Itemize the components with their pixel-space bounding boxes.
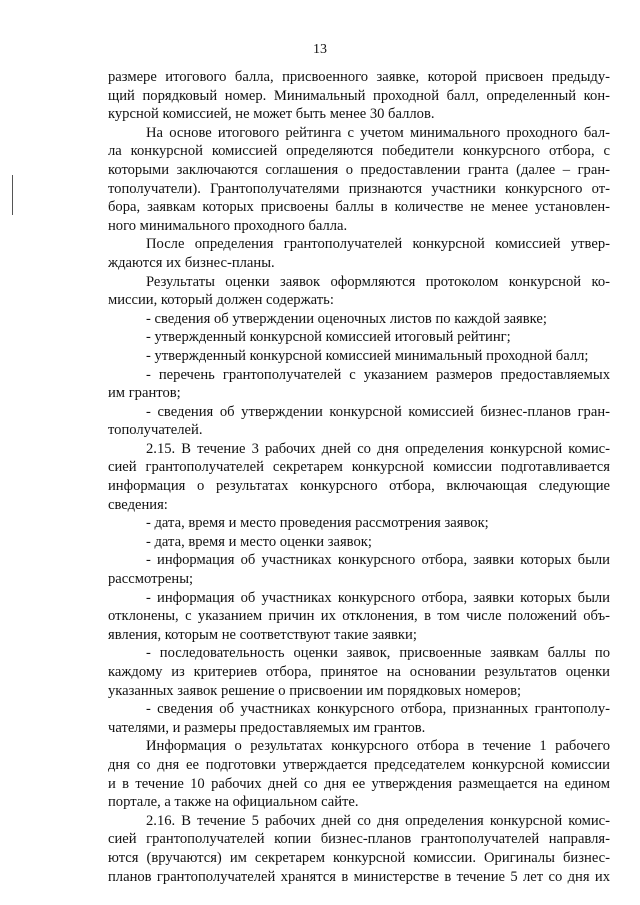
text-line: 2.16. В течение 5 рабочих дней со дня определения конкурсной комис-	[146, 812, 610, 829]
text-line: бора, заявкам которых присвоены баллы в количестве не менее установлен-	[108, 199, 610, 216]
text-line: рассмотрены;	[108, 571, 194, 588]
text-line: - информация об участниках конкурсного отбора, заявки которых были	[146, 552, 610, 569]
text-line: сией грантополучателей секретарем конкурсной комиссии подготавливается	[108, 459, 610, 476]
text-line: 2.15. В течение 3 рабочих дней со дня определения конкурсной комис-	[146, 440, 610, 457]
text-line: которыми заключаются соглашения о предоставлении гранта (далее – гран-	[108, 161, 610, 178]
text-line: - утвержденный конкурсной комиссией итоговый рейтинг;	[146, 329, 511, 346]
text-line: им грантов;	[108, 385, 181, 402]
text-line: размере итогового балла, присвоенного заявке, которой присвоен предыду-	[108, 69, 610, 85]
page-number: 13	[313, 42, 327, 57]
text-line: каждому из критериев отбора, принятое на основании результатов оценки	[108, 664, 610, 680]
text-line: Информация о результатах конкурсного отбора в течение 1 рабочего	[146, 738, 610, 755]
text-line: портале, а также на официальном сайте.	[108, 794, 359, 811]
text-line: щий порядковый номер. Минимальный проходной балл, определенный кон-	[108, 87, 610, 104]
text-line: дня со дня ее подготовки утверждается председателем конкурсной комиссии	[108, 756, 610, 773]
text-line: отклонены, с указанием причин их отклонения, в том числе положений объ-	[108, 608, 610, 625]
text-line: и в течение 10 рабочих дней со дня ее утверждения размещается на едином	[108, 775, 610, 792]
text-line: ного минимального проходного балла.	[108, 217, 348, 234]
text-line: явления, которым не соответствуют такие заявки;	[108, 626, 417, 643]
text-line: - сведения об участниках конкурсного отбора, признанных грантополу-	[146, 701, 610, 718]
text-line: информация о результатах конкурсного отбора, включающая следующие	[108, 478, 610, 495]
text-line: - информация об участниках конкурсного отбора, заявки которых были	[146, 589, 610, 606]
text-line: ются (вручаются) им секретарем конкурсной комиссии. Оригиналы бизнес-	[108, 849, 610, 866]
text-line: курсной комиссией, не может быть менее 30 баллов.	[108, 106, 435, 123]
text-line: сией грантополучателей копии бизнес-планов грантополучателей направля-	[108, 831, 610, 848]
text-line: - перечень грантополучателей с указанием размеров предоставляемых	[146, 366, 610, 383]
text-line: - последовательность оценки заявок, присвоенные заявкам баллы по	[146, 645, 610, 662]
text-line: - дата, время и место проведения рассмотрения заявок;	[146, 515, 489, 532]
text-line: - утвержденный конкурсной комиссией минимальный проходной балл;	[146, 347, 589, 364]
document-body	[108, 68, 610, 886]
text-line: миссии, который должен содержать:	[108, 292, 334, 309]
text-line: чателями, и размеры предоставляемых им грантов.	[108, 719, 426, 736]
text-line: ла конкурсной комиссией определяются победители конкурсного отбора, с	[108, 143, 610, 160]
text-line: ждаются их бизнес-планы.	[108, 254, 275, 271]
text-line: После определения грантополучателей конкурсной комиссией утвер-	[146, 236, 610, 253]
text-line: указанных заявок решение о присвоении им порядковых номеров;	[108, 682, 522, 699]
text-line: Результаты оценки заявок оформляются протоколом конкурсной ко-	[146, 273, 610, 290]
text-line: тополучателей.	[108, 422, 203, 439]
text-line: сведения:	[108, 496, 168, 513]
text-line: - дата, время и место оценки заявок;	[146, 533, 372, 550]
text-line: - сведения об утверждении оценочных листов по каждой заявке;	[146, 310, 547, 327]
scan-margin-mark	[12, 175, 13, 215]
text-line: планов грантополучателей хранятся в министерстве в течение 5 лет со дня их	[108, 868, 610, 885]
text-line: тополучатели). Грантополучателями признаются участники конкурсного от-	[108, 180, 610, 197]
text-line: На основе итогового рейтинга с учетом минимального проходного бал-	[146, 124, 610, 141]
text-line: - сведения об утверждении конкурсной комиссией бизнес-планов гран-	[146, 403, 610, 420]
